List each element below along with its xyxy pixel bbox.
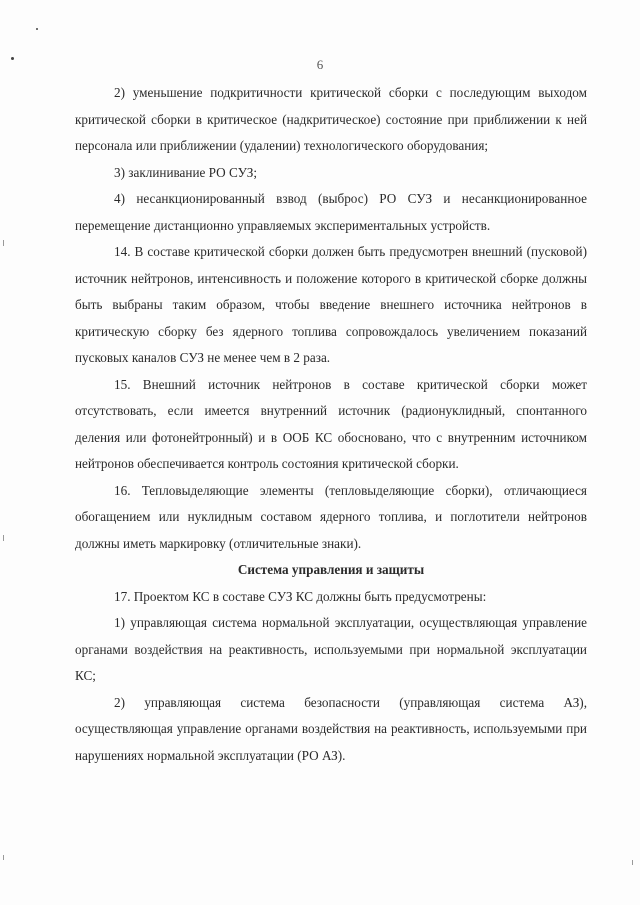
clause-14: 14. В составе критической сборки должен быть предусмотрен внешний (пусковой) источник нейтронов, интенсивность и положение которого в критической сборке должны быть выбраны таким образом, чтобы введение внешнего источника нейтронов в критическую сборку без ядерного топлива сопровождалось увеличением показаний пусковых каналов СУЗ не менее чем в 2 раза. [75, 244, 587, 365]
page-number: 6 [316, 57, 324, 72]
clause-17: 17. Проектом КС в составе СУЗ КС должны быть предусмотрены: [114, 588, 487, 604]
clause-17-item-2: 2) управляющая система безопасности (управляющая система АЗ), осуществляющая управление органами воздействия на реактивность, используемыми при нарушениях нормальной эксплуатации (РО АЗ). [75, 694, 587, 763]
list-item-3: 3) заклинивание РО СУЗ; [114, 164, 258, 180]
scan-edge-mark [3, 240, 4, 246]
clause-15: 15. Внешний источник нейтронов в составе критической сборки может отсутствовать, если имеется внутренний источник (радионуклидный, спонтанного деления или фотонейтронный) и в ООБ КС обосновано, что с внутренним источником нейтронов обеспечивается контроль состояния критической сборки. [75, 376, 587, 471]
clause-17-item-1: 1) управляющая система нормальной эксплуатации, осуществляющая управление органами воздействия на реактивность, используемыми при нормальной эксплуатации КС; [75, 615, 587, 683]
scan-speck [36, 28, 38, 30]
list-item-4: 4) несанкционированный взвод (выброс) РО СУЗ и несанкционированное перемещение дистанционно управляемых экспериментальных устройств. [75, 191, 587, 233]
scan-edge-mark [3, 855, 4, 860]
list-item-2: 2) уменьшение подкритичности критической сборки с последующим выходом критической сборки в критическое (надкритическое) состояние при приближении к ней персонала или приближении (удалении) технологического оборудования; [75, 85, 587, 153]
section-heading: Система управления и защиты [237, 562, 425, 577]
scan-edge-mark [632, 860, 633, 865]
clause-16: 16. Тепловыделяющие элементы (тепловыделяющие сборки), отличающиеся обогащением или нуклидным составом ядерного топлива, и поглотители нейтронов должны иметь маркировку (отличительные знаки). [75, 482, 587, 551]
document-body [75, 80, 587, 769]
scan-edge-mark [3, 535, 4, 541]
